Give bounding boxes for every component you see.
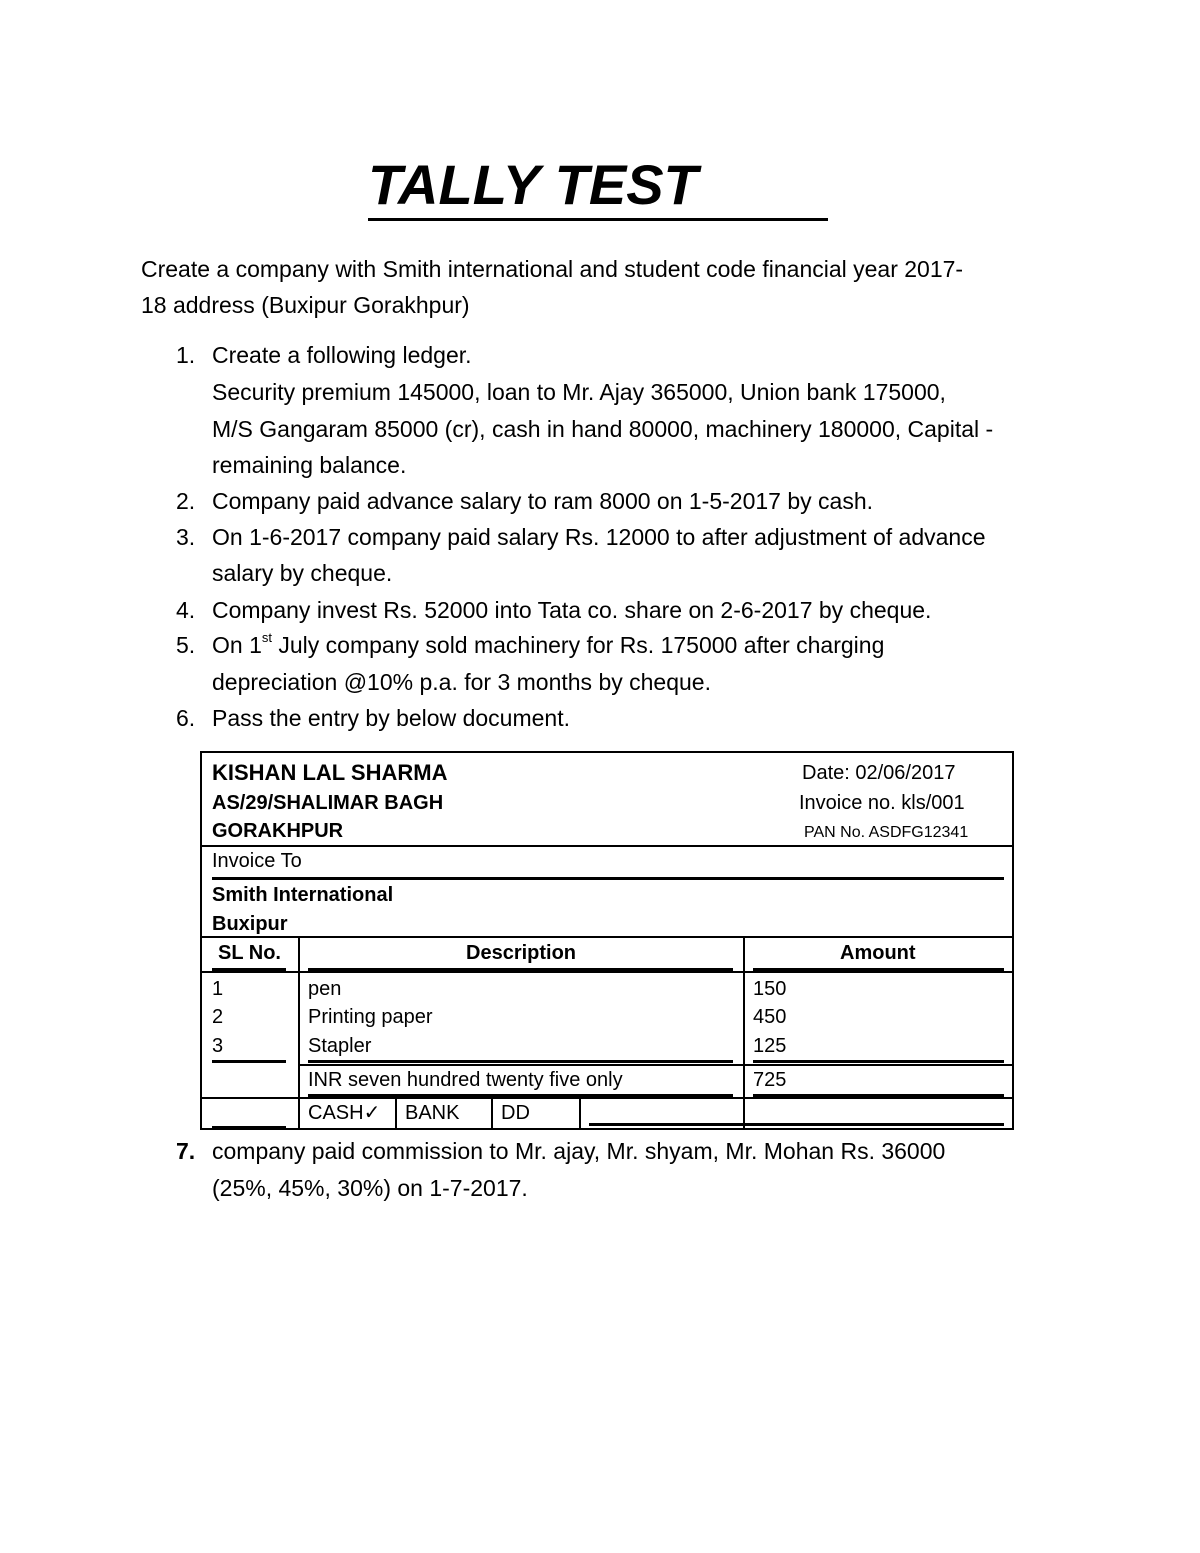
item-number: 7. <box>176 1138 196 1164</box>
divider <box>202 936 1012 938</box>
row-description: Printing paper <box>308 1006 433 1028</box>
column-divider <box>395 1097 397 1128</box>
row-description: pen <box>308 978 342 1000</box>
seller-address: AS/29/SHALIMAR BAGH <box>212 792 444 814</box>
item-7-line-1: company paid commission to Mr. ajay, Mr. shyam, Mr. Mohan Rs. 36000 <box>212 1138 946 1164</box>
item-5-line-1 <box>212 627 884 664</box>
item-number: 4. <box>176 597 196 623</box>
item-2-line-1: Company paid advance salary to ram 8000 on 1-5-2017 by cash. <box>212 488 874 514</box>
divider <box>212 877 1004 880</box>
column-header-description: Description <box>466 942 577 964</box>
item-5-pre: On 1 <box>212 632 262 658</box>
buyer-name: Smith International <box>212 884 394 906</box>
item-number: 6. <box>176 705 196 731</box>
divider <box>202 845 1012 847</box>
column-divider <box>491 1097 493 1128</box>
divider <box>212 1060 286 1063</box>
divider <box>308 1060 733 1063</box>
invoice-to-label: Invoice To <box>212 850 302 872</box>
check-mark-icon: ✓ <box>363 1102 381 1124</box>
item-6-line-1: Pass the entry by below document. <box>212 705 570 731</box>
item-number: 2. <box>176 488 196 514</box>
item-number: 5. <box>176 632 196 658</box>
item-7-line-2: (25%, 45%, 30%) on 1-7-2017. <box>212 1175 528 1201</box>
divider <box>202 971 1012 973</box>
column-divider <box>298 936 300 1128</box>
payment-cash-label: CASH <box>308 1102 364 1124</box>
amount-in-words: INR seven hundred twenty five only <box>308 1069 623 1091</box>
intro-line-1: Create a company with Smith international and student code financial year 2017- <box>141 256 964 282</box>
item-4-line-1: Company invest Rs. 52000 into Tata co. share on 2-6-2017 by cheque. <box>212 597 932 623</box>
row-sl: 1 <box>212 978 224 1000</box>
item-1-line-2: Security premium 145000, loan to Mr. Ajay 365000, Union bank 175000, <box>212 379 946 405</box>
divider <box>753 1060 1004 1063</box>
row-amount: 150 <box>753 978 787 1000</box>
pan-number: PAN No. ASDFG12341 <box>804 824 969 841</box>
column-divider <box>743 936 745 1128</box>
divider <box>589 1123 1004 1126</box>
buyer-city: Buxipur <box>212 913 288 935</box>
item-1-line-4: remaining balance. <box>212 452 407 478</box>
row-amount: 125 <box>753 1035 787 1057</box>
item-5-line-2: depreciation @10% p.a. for 3 months by cheque. <box>212 669 711 695</box>
column-divider <box>579 1097 581 1128</box>
page-title: TALLY TEST <box>368 152 828 221</box>
item-number: 3. <box>176 524 196 550</box>
payment-dd: DD <box>501 1102 530 1124</box>
divider <box>212 1126 286 1129</box>
row-description: Stapler <box>308 1035 372 1057</box>
seller-name: KISHAN LAL SHARMA <box>212 760 448 785</box>
item-number: 1. <box>176 342 196 368</box>
seller-city: GORAKHPUR <box>212 820 344 842</box>
item-1-line-1: Create a following ledger. <box>212 342 472 368</box>
payment-cash <box>308 1099 380 1127</box>
item-1-line-3: M/S Gangaram 85000 (cr), cash in hand 80000, machinery 180000, Capital - <box>212 416 994 442</box>
intro-line-2: 18 address (Buxipur Gorakhpur) <box>141 292 470 318</box>
item-5-sup: st <box>261 630 272 646</box>
payment-bank: BANK <box>405 1102 460 1124</box>
invoice-total: 725 <box>753 1069 787 1091</box>
row-sl: 3 <box>212 1035 224 1057</box>
row-amount: 450 <box>753 1006 787 1028</box>
column-header-sl: SL No. <box>218 942 281 964</box>
item-3-line-1: On 1-6-2017 company paid salary Rs. 12000 to after adjustment of advance <box>212 524 986 550</box>
item-5-post: July company sold machinery for Rs. 175000 after charging <box>272 632 885 658</box>
row-sl: 2 <box>212 1006 224 1028</box>
column-header-amount: Amount <box>840 942 916 964</box>
invoice-box <box>200 751 1014 1130</box>
invoice-number: Invoice no. kls/001 <box>799 792 965 814</box>
invoice-date: Date: 02/06/2017 <box>802 762 956 784</box>
item-3-line-2: salary by cheque. <box>212 560 393 586</box>
